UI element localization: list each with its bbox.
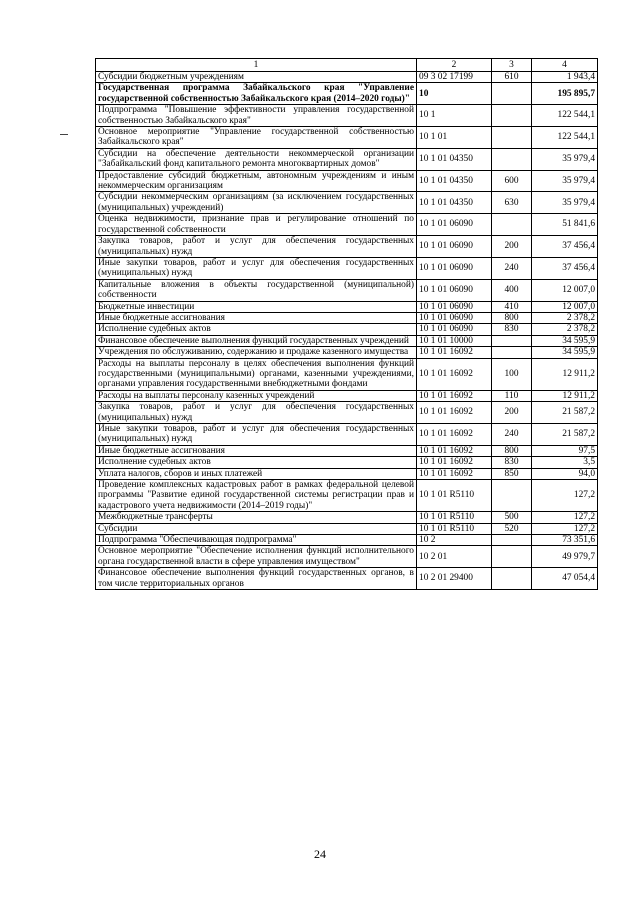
row-kind-cell: 200 bbox=[492, 236, 532, 258]
table-row bbox=[96, 312, 598, 323]
row-name-cell: Субсидии бюджетным учреждениям bbox=[96, 72, 417, 83]
table-row bbox=[96, 445, 598, 456]
row-code-cell: 10 1 01 16092 bbox=[417, 402, 492, 424]
row-name-cell: Иные бюджетные ассигнования bbox=[96, 445, 417, 456]
row-code-cell: 10 1 01 16092 bbox=[417, 390, 492, 401]
table-row bbox=[96, 457, 598, 468]
row-kind-cell bbox=[492, 568, 532, 590]
row-sum-cell: 12 911,2 bbox=[532, 390, 598, 401]
row-name-cell: Субсидии на обеспечение деятельности некоммерческой организации "Забайкальский фонд капитального ремонта многоквартирных домов" bbox=[96, 148, 417, 170]
table-row bbox=[96, 170, 598, 192]
row-name-cell: Расходы на выплаты персоналу казенных учреждений bbox=[96, 390, 417, 401]
row-sum-cell: 21 587,2 bbox=[532, 402, 598, 424]
row-code-cell: 10 1 01 16092 bbox=[417, 424, 492, 446]
row-kind-cell bbox=[492, 127, 532, 149]
row-kind-cell: 800 bbox=[492, 445, 532, 456]
row-name-cell: Иные бюджетные ассигнования bbox=[96, 312, 417, 323]
header-col-4: 4 bbox=[532, 59, 598, 72]
row-name-cell: Субсидии bbox=[96, 523, 417, 534]
row-sum-cell: 122 544,1 bbox=[532, 127, 598, 149]
table-row bbox=[96, 148, 598, 170]
row-sum-cell: 1 943,4 bbox=[532, 72, 598, 83]
table-row bbox=[96, 127, 598, 149]
row-code-cell: 10 1 01 04350 bbox=[417, 192, 492, 214]
row-code-cell: 10 2 bbox=[417, 535, 492, 546]
row-kind-cell: 610 bbox=[492, 72, 532, 83]
row-sum-cell: 2 378,2 bbox=[532, 312, 598, 323]
table-header-row bbox=[96, 59, 598, 72]
table-row bbox=[96, 324, 598, 335]
row-code-cell: 10 1 01 16092 bbox=[417, 457, 492, 468]
row-sum-cell: 94,0 bbox=[532, 468, 598, 479]
table-row bbox=[96, 468, 598, 479]
row-kind-cell bbox=[492, 347, 532, 358]
header-col-2: 2 bbox=[417, 59, 492, 72]
row-kind-cell: 830 bbox=[492, 457, 532, 468]
row-code-cell: 10 1 01 16092 bbox=[417, 358, 492, 390]
table-row bbox=[96, 279, 598, 301]
row-name-cell: Финансовое обеспечение выполнения функций государственных органов, в том числе территориальных органов bbox=[96, 568, 417, 590]
row-sum-cell: 34 595,9 bbox=[532, 347, 598, 358]
row-sum-cell: 47 054,4 bbox=[532, 568, 598, 590]
table-row bbox=[96, 347, 598, 358]
row-name-cell: Учреждения по обслуживанию, содержанию и продаже казенного имущества bbox=[96, 347, 417, 358]
page-number: 24 bbox=[314, 847, 326, 861]
row-sum-cell: 12 007,0 bbox=[532, 279, 598, 301]
table-row bbox=[96, 72, 598, 83]
row-sum-cell: 51 841,6 bbox=[532, 214, 598, 236]
table-row bbox=[96, 83, 598, 105]
table-row bbox=[96, 480, 598, 512]
row-code-cell: 10 1 01 16092 bbox=[417, 445, 492, 456]
row-code-cell: 10 1 01 06090 bbox=[417, 301, 492, 312]
row-name-cell: Основное мероприятие "Управление государственной собственностью Забайкальского края" bbox=[96, 127, 417, 149]
row-kind-cell bbox=[492, 535, 532, 546]
row-code-cell: 10 bbox=[417, 83, 492, 105]
row-sum-cell: 35 979,4 bbox=[532, 192, 598, 214]
row-kind-cell bbox=[492, 480, 532, 512]
row-name-cell: Бюджетные инвестиции bbox=[96, 301, 417, 312]
table-row bbox=[96, 358, 598, 390]
margin-mark bbox=[60, 134, 68, 135]
row-kind-cell: 100 bbox=[492, 358, 532, 390]
row-name-cell: Финансовое обеспечение выполнения функций государственных учреждений bbox=[96, 335, 417, 346]
table-row bbox=[96, 523, 598, 534]
row-sum-cell: 127,2 bbox=[532, 523, 598, 534]
table-row bbox=[96, 390, 598, 401]
table-row bbox=[96, 568, 598, 590]
row-code-cell: 10 1 01 bbox=[417, 127, 492, 149]
row-kind-cell bbox=[492, 335, 532, 346]
row-kind-cell: 410 bbox=[492, 301, 532, 312]
table-row bbox=[96, 535, 598, 546]
table-row bbox=[96, 335, 598, 346]
table-row bbox=[96, 236, 598, 258]
row-code-cell: 10 2 01 bbox=[417, 546, 492, 568]
row-name-cell: Иные закупки товаров, работ и услуг для обеспечения государственных (муниципальных) нужд bbox=[96, 424, 417, 446]
row-name-cell: Субсидии некоммерческим организациям (за исключением государственных (муниципальных) учреждений) bbox=[96, 192, 417, 214]
row-code-cell: 10 1 01 16092 bbox=[417, 347, 492, 358]
row-kind-cell: 850 bbox=[492, 468, 532, 479]
row-sum-cell: 34 595,9 bbox=[532, 335, 598, 346]
row-name-cell: Основное мероприятие "Обеспечение исполнения функций исполнительного органа государственной власти в сфере управления имуществом" bbox=[96, 546, 417, 568]
row-kind-cell: 630 bbox=[492, 192, 532, 214]
row-code-cell: 10 1 01 06090 bbox=[417, 214, 492, 236]
row-code-cell: 10 1 01 06090 bbox=[417, 279, 492, 301]
row-name-cell: Закупка товаров, работ и услуг для обеспечения государственных (муниципальных) нужд bbox=[96, 402, 417, 424]
row-kind-cell: 520 bbox=[492, 523, 532, 534]
row-name-cell: Государственная программа Забайкальского края "Управление государственной собственностью Забайкальского края (2014–2020 годы)" bbox=[96, 83, 417, 105]
row-code-cell: 10 1 01 04350 bbox=[417, 148, 492, 170]
row-kind-cell bbox=[492, 105, 532, 127]
row-sum-cell: 97,5 bbox=[532, 445, 598, 456]
row-code-cell: 10 1 01 R5110 bbox=[417, 480, 492, 512]
row-kind-cell bbox=[492, 148, 532, 170]
row-sum-cell: 37 456,4 bbox=[532, 257, 598, 279]
row-kind-cell: 600 bbox=[492, 170, 532, 192]
row-sum-cell: 73 351,6 bbox=[532, 535, 598, 546]
row-name-cell: Расходы на выплаты персоналу в целях обеспечения выполнения функций государственными (муниципальными) органами, казенными учреждениями, органами управления государственными внебюджетными фондами bbox=[96, 358, 417, 390]
row-name-cell: Предоставление субсидий бюджетным, автономным учреждениям и иным некоммерческим организациям bbox=[96, 170, 417, 192]
row-name-cell: Уплата налогов, сборов и иных платежей bbox=[96, 468, 417, 479]
row-code-cell: 10 1 bbox=[417, 105, 492, 127]
table-row bbox=[96, 402, 598, 424]
header-col-3: 3 bbox=[492, 59, 532, 72]
row-sum-cell: 35 979,4 bbox=[532, 148, 598, 170]
row-sum-cell: 127,2 bbox=[532, 512, 598, 523]
row-name-cell: Исполнение судебных актов bbox=[96, 324, 417, 335]
row-code-cell: 10 1 01 06090 bbox=[417, 257, 492, 279]
row-sum-cell: 12 911,2 bbox=[532, 358, 598, 390]
row-code-cell: 10 1 01 R5110 bbox=[417, 523, 492, 534]
row-code-cell: 10 1 01 06090 bbox=[417, 236, 492, 258]
row-name-cell: Проведение комплексных кадастровых работ в рамках федеральной целевой программы "Развитие единой государственной системы регистрации прав и кадастрового учета недвижимости (2014–2019 годы)" bbox=[96, 480, 417, 512]
row-code-cell: 09 3 02 17199 bbox=[417, 72, 492, 83]
row-code-cell: 10 1 01 10000 bbox=[417, 335, 492, 346]
row-code-cell: 10 1 01 04350 bbox=[417, 170, 492, 192]
row-kind-cell: 240 bbox=[492, 424, 532, 446]
row-kind-cell: 200 bbox=[492, 402, 532, 424]
row-sum-cell: 37 456,4 bbox=[532, 236, 598, 258]
row-kind-cell: 830 bbox=[492, 324, 532, 335]
row-code-cell: 10 1 01 06090 bbox=[417, 312, 492, 323]
row-kind-cell bbox=[492, 546, 532, 568]
row-sum-cell: 195 895,7 bbox=[532, 83, 598, 105]
row-kind-cell bbox=[492, 214, 532, 236]
row-kind-cell: 500 bbox=[492, 512, 532, 523]
row-code-cell: 10 1 01 16092 bbox=[417, 468, 492, 479]
row-code-cell: 10 2 01 29400 bbox=[417, 568, 492, 590]
row-name-cell: Иные закупки товаров, работ и услуг для обеспечения государственных (муниципальных) нужд bbox=[96, 257, 417, 279]
table-row bbox=[96, 105, 598, 127]
table-row bbox=[96, 301, 598, 312]
row-sum-cell: 21 587,2 bbox=[532, 424, 598, 446]
table-row bbox=[96, 192, 598, 214]
row-name-cell: Исполнение судебных актов bbox=[96, 457, 417, 468]
row-name-cell: Подпрограмма "Обеспечивающая подпрограмма" bbox=[96, 535, 417, 546]
row-name-cell: Оценка недвижимости, признание прав и регулирование отношений по государственной собственности bbox=[96, 214, 417, 236]
row-sum-cell: 2 378,2 bbox=[532, 324, 598, 335]
row-sum-cell: 122 544,1 bbox=[532, 105, 598, 127]
row-sum-cell: 35 979,4 bbox=[532, 170, 598, 192]
table-row bbox=[96, 257, 598, 279]
table-row bbox=[96, 512, 598, 523]
row-kind-cell: 110 bbox=[492, 390, 532, 401]
table-row bbox=[96, 424, 598, 446]
row-code-cell: 10 1 01 06090 bbox=[417, 324, 492, 335]
row-sum-cell: 3,5 bbox=[532, 457, 598, 468]
row-name-cell: Закупка товаров, работ и услуг для обеспечения государственных (муниципальных) нужд bbox=[96, 236, 417, 258]
budget-table bbox=[95, 58, 598, 590]
row-name-cell: Подпрограмма "Повышение эффективности управления государственной собственностью Забайкальского края" bbox=[96, 105, 417, 127]
row-sum-cell: 12 007,0 bbox=[532, 301, 598, 312]
row-kind-cell: 800 bbox=[492, 312, 532, 323]
row-kind-cell bbox=[492, 83, 532, 105]
row-name-cell: Капитальные вложения в объекты государственной (муниципальной) собственности bbox=[96, 279, 417, 301]
row-kind-cell: 400 bbox=[492, 279, 532, 301]
header-col-1: 1 bbox=[96, 59, 417, 72]
row-name-cell: Межбюджетные трансферты bbox=[96, 512, 417, 523]
table-row bbox=[96, 546, 598, 568]
row-code-cell: 10 1 01 R5110 bbox=[417, 512, 492, 523]
row-kind-cell: 240 bbox=[492, 257, 532, 279]
row-sum-cell: 49 979,7 bbox=[532, 546, 598, 568]
table-row bbox=[96, 214, 598, 236]
row-sum-cell: 127,2 bbox=[532, 480, 598, 512]
